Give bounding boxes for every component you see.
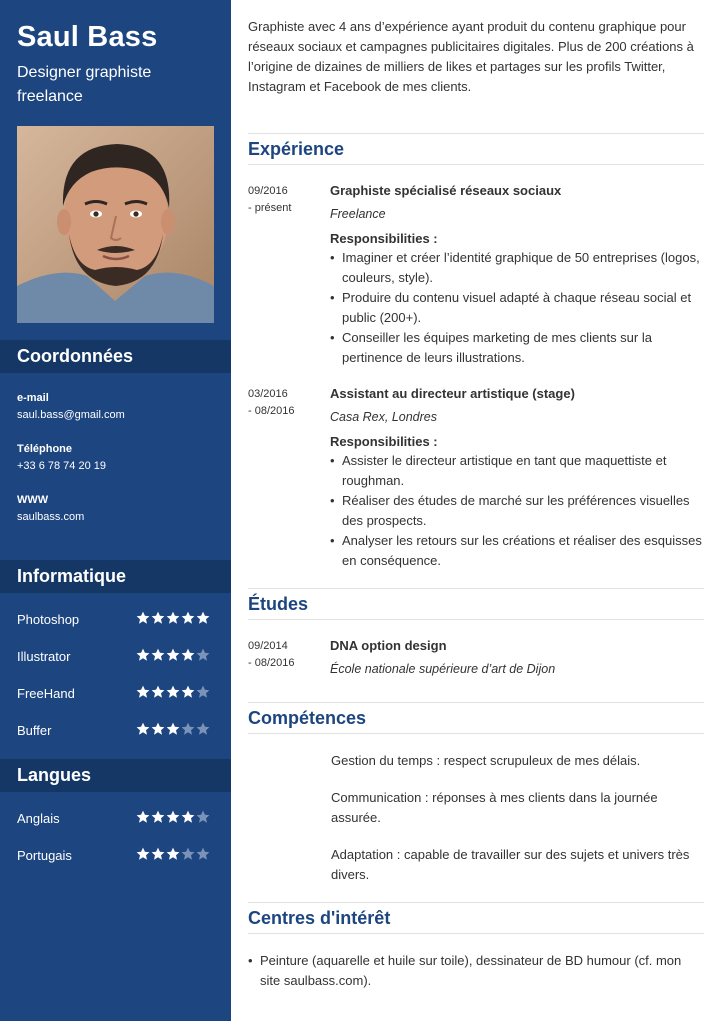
contact-section-header: Coordonnées — [0, 340, 231, 373]
informatique-section-header: Informatique — [0, 560, 231, 593]
star-filled-icon — [166, 611, 180, 625]
star-filled-icon — [181, 611, 195, 625]
experience-title: Graphiste spécialisé réseaux sociaux — [330, 183, 562, 198]
experience-section-header: Expérience — [248, 133, 704, 165]
skill-name: Photoshop — [17, 612, 80, 627]
experience-date — [248, 183, 318, 217]
sidebar — [0, 0, 231, 1021]
date-start: 09/2016 — [248, 185, 288, 197]
skill-rating — [136, 648, 210, 662]
skill-rating — [136, 722, 210, 736]
education-date — [248, 638, 318, 672]
star-filled-icon — [151, 685, 165, 699]
list-item: • Conseiller les équipes marketing de mes clients sur la pertinence de leurs illustrations. — [330, 328, 702, 368]
portrait-illustration — [17, 126, 214, 323]
star-filled-icon — [136, 810, 150, 824]
date-end: - présent — [248, 202, 292, 214]
education-title: DNA option design — [330, 638, 447, 653]
star-filled-icon — [136, 847, 150, 861]
responsibilities-list — [330, 248, 702, 368]
experience-title: Assistant au directeur artistique (stage) — [330, 386, 575, 401]
list-item: • Produire du contenu visuel adapté à chaque réseau social et public (200+). — [330, 288, 702, 328]
language-name: Anglais — [17, 811, 60, 826]
phone-value[interactable]: +33 6 78 74 20 19 — [17, 460, 106, 472]
star-empty-icon — [196, 648, 210, 662]
star-filled-icon — [166, 685, 180, 699]
competence-item: Gestion du temps : respect scrupuleux de mes délais. — [331, 753, 641, 768]
star-empty-icon — [196, 685, 210, 699]
date-start: 03/2016 — [248, 388, 288, 400]
list-item: • Imaginer et créer l’identité graphique de 50 entreprises (logos, couleurs, style). — [330, 248, 702, 288]
star-filled-icon — [151, 810, 165, 824]
www-value[interactable]: saulbass.com — [17, 511, 85, 523]
www-label: WWW — [17, 494, 49, 506]
date-start: 09/2014 — [248, 640, 288, 652]
email-value[interactable]: saul.bass@gmail.com — [17, 409, 125, 421]
star-empty-icon — [196, 722, 210, 736]
responsibilities-list — [330, 451, 702, 571]
langues-section-header: Langues — [0, 759, 231, 792]
star-filled-icon — [181, 648, 195, 662]
skill-rating — [136, 611, 210, 625]
profile-photo — [17, 126, 214, 323]
list-item: • Analyser les retours sur les créations et réaliser des esquisses en conséquence. — [330, 531, 702, 571]
star-filled-icon — [136, 611, 150, 625]
date-end: - 08/2016 — [248, 405, 295, 417]
interests-list — [248, 951, 704, 991]
star-filled-icon — [181, 810, 195, 824]
star-filled-icon — [151, 611, 165, 625]
date-end: - 08/2016 — [248, 657, 295, 669]
star-filled-icon — [136, 648, 150, 662]
education-school: École nationale supérieure d’art de Dijon — [330, 662, 556, 676]
list-item: • Réaliser des études de marché sur les préférences visuelles des prospects. — [330, 491, 702, 531]
star-filled-icon — [151, 648, 165, 662]
star-filled-icon — [151, 722, 165, 736]
responsibilities-label: Responsibilities : — [330, 231, 438, 246]
star-filled-icon — [166, 847, 180, 861]
competence-item: Communication : réponses à mes clients dans la journée assurée. — [331, 790, 658, 825]
education-section-header: Études — [248, 588, 704, 620]
phone-label: Téléphone — [17, 443, 73, 455]
experience-company: Freelance — [330, 207, 386, 221]
skill-name: Buffer — [17, 723, 52, 738]
list-item: • Peinture (aquarelle et huile sur toile), dessinateur de BD humour (cf. mon site saulbass.com). — [248, 951, 704, 991]
responsibilities-label: Responsibilities : — [330, 434, 438, 449]
star-empty-icon — [181, 722, 195, 736]
star-empty-icon — [196, 810, 210, 824]
email-label: e-mail — [17, 392, 49, 404]
star-filled-icon — [166, 648, 180, 662]
star-empty-icon — [196, 847, 210, 861]
language-name: Portugais — [17, 848, 72, 863]
list-item: • Assister le directeur artistique en tant que maquettiste et roughman. — [330, 451, 702, 491]
star-empty-icon — [181, 847, 195, 861]
star-filled-icon — [166, 722, 180, 736]
skill-name: Illustrator — [17, 649, 71, 664]
star-filled-icon — [136, 685, 150, 699]
job-title: Designer graphiste freelance — [17, 64, 152, 105]
skill-name: FreeHand — [17, 686, 75, 701]
star-filled-icon — [196, 611, 210, 625]
experience-date — [248, 386, 318, 420]
competence-item: Adaptation : capable de travailler sur des sujets et univers très divers. — [331, 847, 690, 882]
star-filled-icon — [166, 810, 180, 824]
experience-company: Casa Rex, Londres — [330, 410, 438, 424]
interests-section-header: Centres d'intérêt — [248, 902, 704, 934]
star-filled-icon — [181, 685, 195, 699]
skill-rating — [136, 685, 210, 699]
candidate-name: Saul Bass — [17, 21, 158, 53]
competences-section-header: Compétences — [248, 702, 704, 734]
star-filled-icon — [136, 722, 150, 736]
language-rating — [136, 847, 210, 861]
star-filled-icon — [151, 847, 165, 861]
language-rating — [136, 810, 210, 824]
profile-summary: Graphiste avec 4 ans d’expérience ayant produit du contenu graphique pour réseaux sociaux et campagnes publicitaires digitales. Plus de 200 créations à l’origine de dizaines de milliers de likes et partages sur les profils Twitter, Instagram et Facebook de mes clients. — [248, 19, 694, 94]
